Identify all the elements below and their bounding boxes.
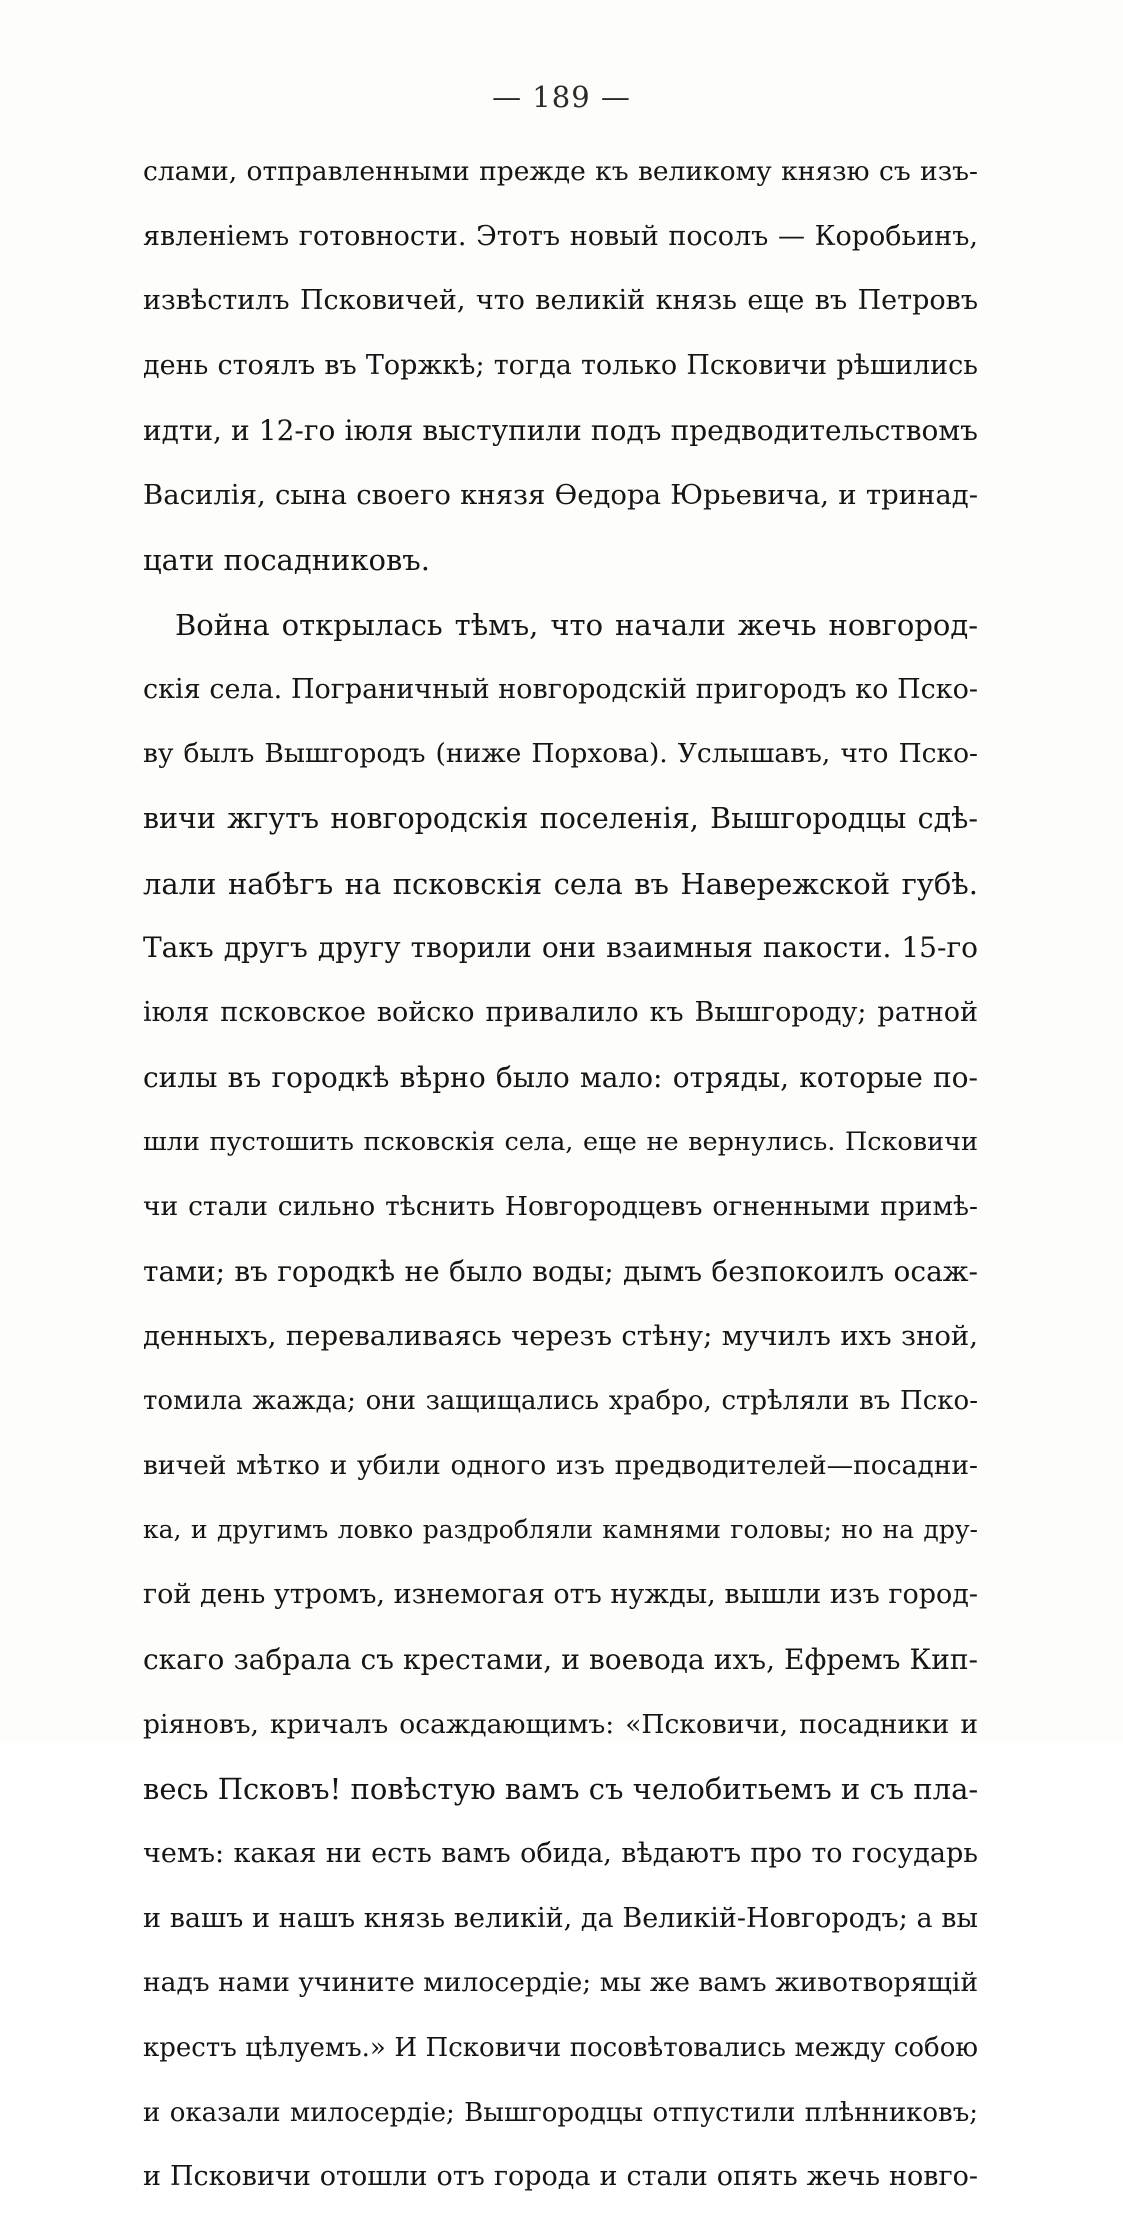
body-text bbox=[143, 147, 978, 2217]
text-line: гой день утромъ, изнемогая отъ нужды, вышли изъ город- bbox=[143, 1579, 979, 1611]
text-line: слами, отправленными прежде къ великому князю съ изъ- bbox=[143, 156, 978, 187]
text-line: лали набѣгъ на псковскія села въ Наверeжской губѣ. bbox=[143, 866, 978, 901]
text-line: крестъ цѣлуемъ.» И Псковичи посовѣтовались между собою bbox=[143, 2032, 978, 2063]
text-line: вичей мѣтко и убили одного изъ предводителей—посадни- bbox=[143, 1449, 978, 1481]
text-line: томила жажда; они защищались храбро, стрѣляли въ Пско- bbox=[143, 1386, 978, 1417]
text-line: силы въ городкѣ вѣрно было мало: отряды, которые по- bbox=[143, 1060, 978, 1094]
text-line: чемъ: какая ни есть вамъ обида, вѣдаютъ про то государь bbox=[143, 1837, 978, 1869]
text-line: чи стали сильно тѣснить Новгородцевъ огненными примѣ- bbox=[143, 1191, 978, 1222]
text-line: цати посадниковъ. bbox=[143, 543, 430, 578]
text-line: и вашъ и нашъ князь великій, да Великій-Новгородъ; а вы bbox=[143, 1902, 978, 1934]
text-line: денныхъ, переваливаясь черезъ стѣну; мучилъ ихъ зной, bbox=[143, 1320, 978, 1353]
text-line: идти, и 12-го іюля выступили подъ предводительствомъ bbox=[143, 413, 978, 447]
page-number: — 189 — bbox=[492, 80, 631, 114]
text-line: надъ нами учините милосердіе; мы же вамъ животворящій bbox=[143, 1967, 978, 1999]
text-line: скаго забрала съ крестами, и воевода ихъ, Ефремъ Кип- bbox=[143, 1642, 978, 1676]
text-line: извѣстилъ Псковичей, что великій князь еще въ Петровъ bbox=[143, 285, 978, 317]
text-line: и Псковичи отошли отъ города и стали опять жечь новго- bbox=[143, 2161, 978, 2193]
text-line: вичи жгутъ новгородскія поселенія, Вышгородцы сдѣ- bbox=[143, 801, 978, 835]
text-line: ріяновъ, кричалъ осаждающимъ: «Псковичи, посадники и bbox=[143, 1708, 978, 1740]
text-line: шли пустошить псковскія села, еще не вернулись. Псковичи bbox=[143, 1127, 978, 1158]
text-line: Такъ другъ другу творили они взаимныя пакости. 15-го bbox=[143, 931, 978, 965]
text-line: скія села. Пограничный новгородскій пригородъ ко Пско- bbox=[143, 673, 978, 705]
text-line: тами; въ городкѣ не было воды; дымъ безпокоилъ осаж- bbox=[143, 1254, 978, 1288]
text-line: ка, и другимъ ловко раздробляли камнями головы; но на дру- bbox=[143, 1515, 978, 1545]
text-line: весь Псковъ! повѣстую вамъ съ челобитьемъ и съ пла- bbox=[143, 1772, 979, 1807]
text-line: явленіемъ готовности. Этотъ новый посолъ — Коробьинъ, bbox=[143, 220, 978, 252]
text-line: Василія, сына своего князя Ѳедора Юрьевича, и тринад- bbox=[143, 479, 978, 512]
text-line: ву былъ Вышгородъ (ниже Порхова). Услышавъ, что Пско- bbox=[143, 738, 978, 770]
text-line: Война открылась тѣмъ, что начали жечь новгород- bbox=[175, 607, 978, 642]
text-line: день стоялъ въ Торжкѣ; тогда только Псковичи рѣшились bbox=[143, 350, 978, 382]
text-line: и оказали милосердіе; Вышгородцы отпустили плѣнниковъ; bbox=[143, 2097, 978, 2128]
text-line: іюля псковское войско привалило къ Вышгороду; ратной bbox=[143, 996, 978, 1028]
